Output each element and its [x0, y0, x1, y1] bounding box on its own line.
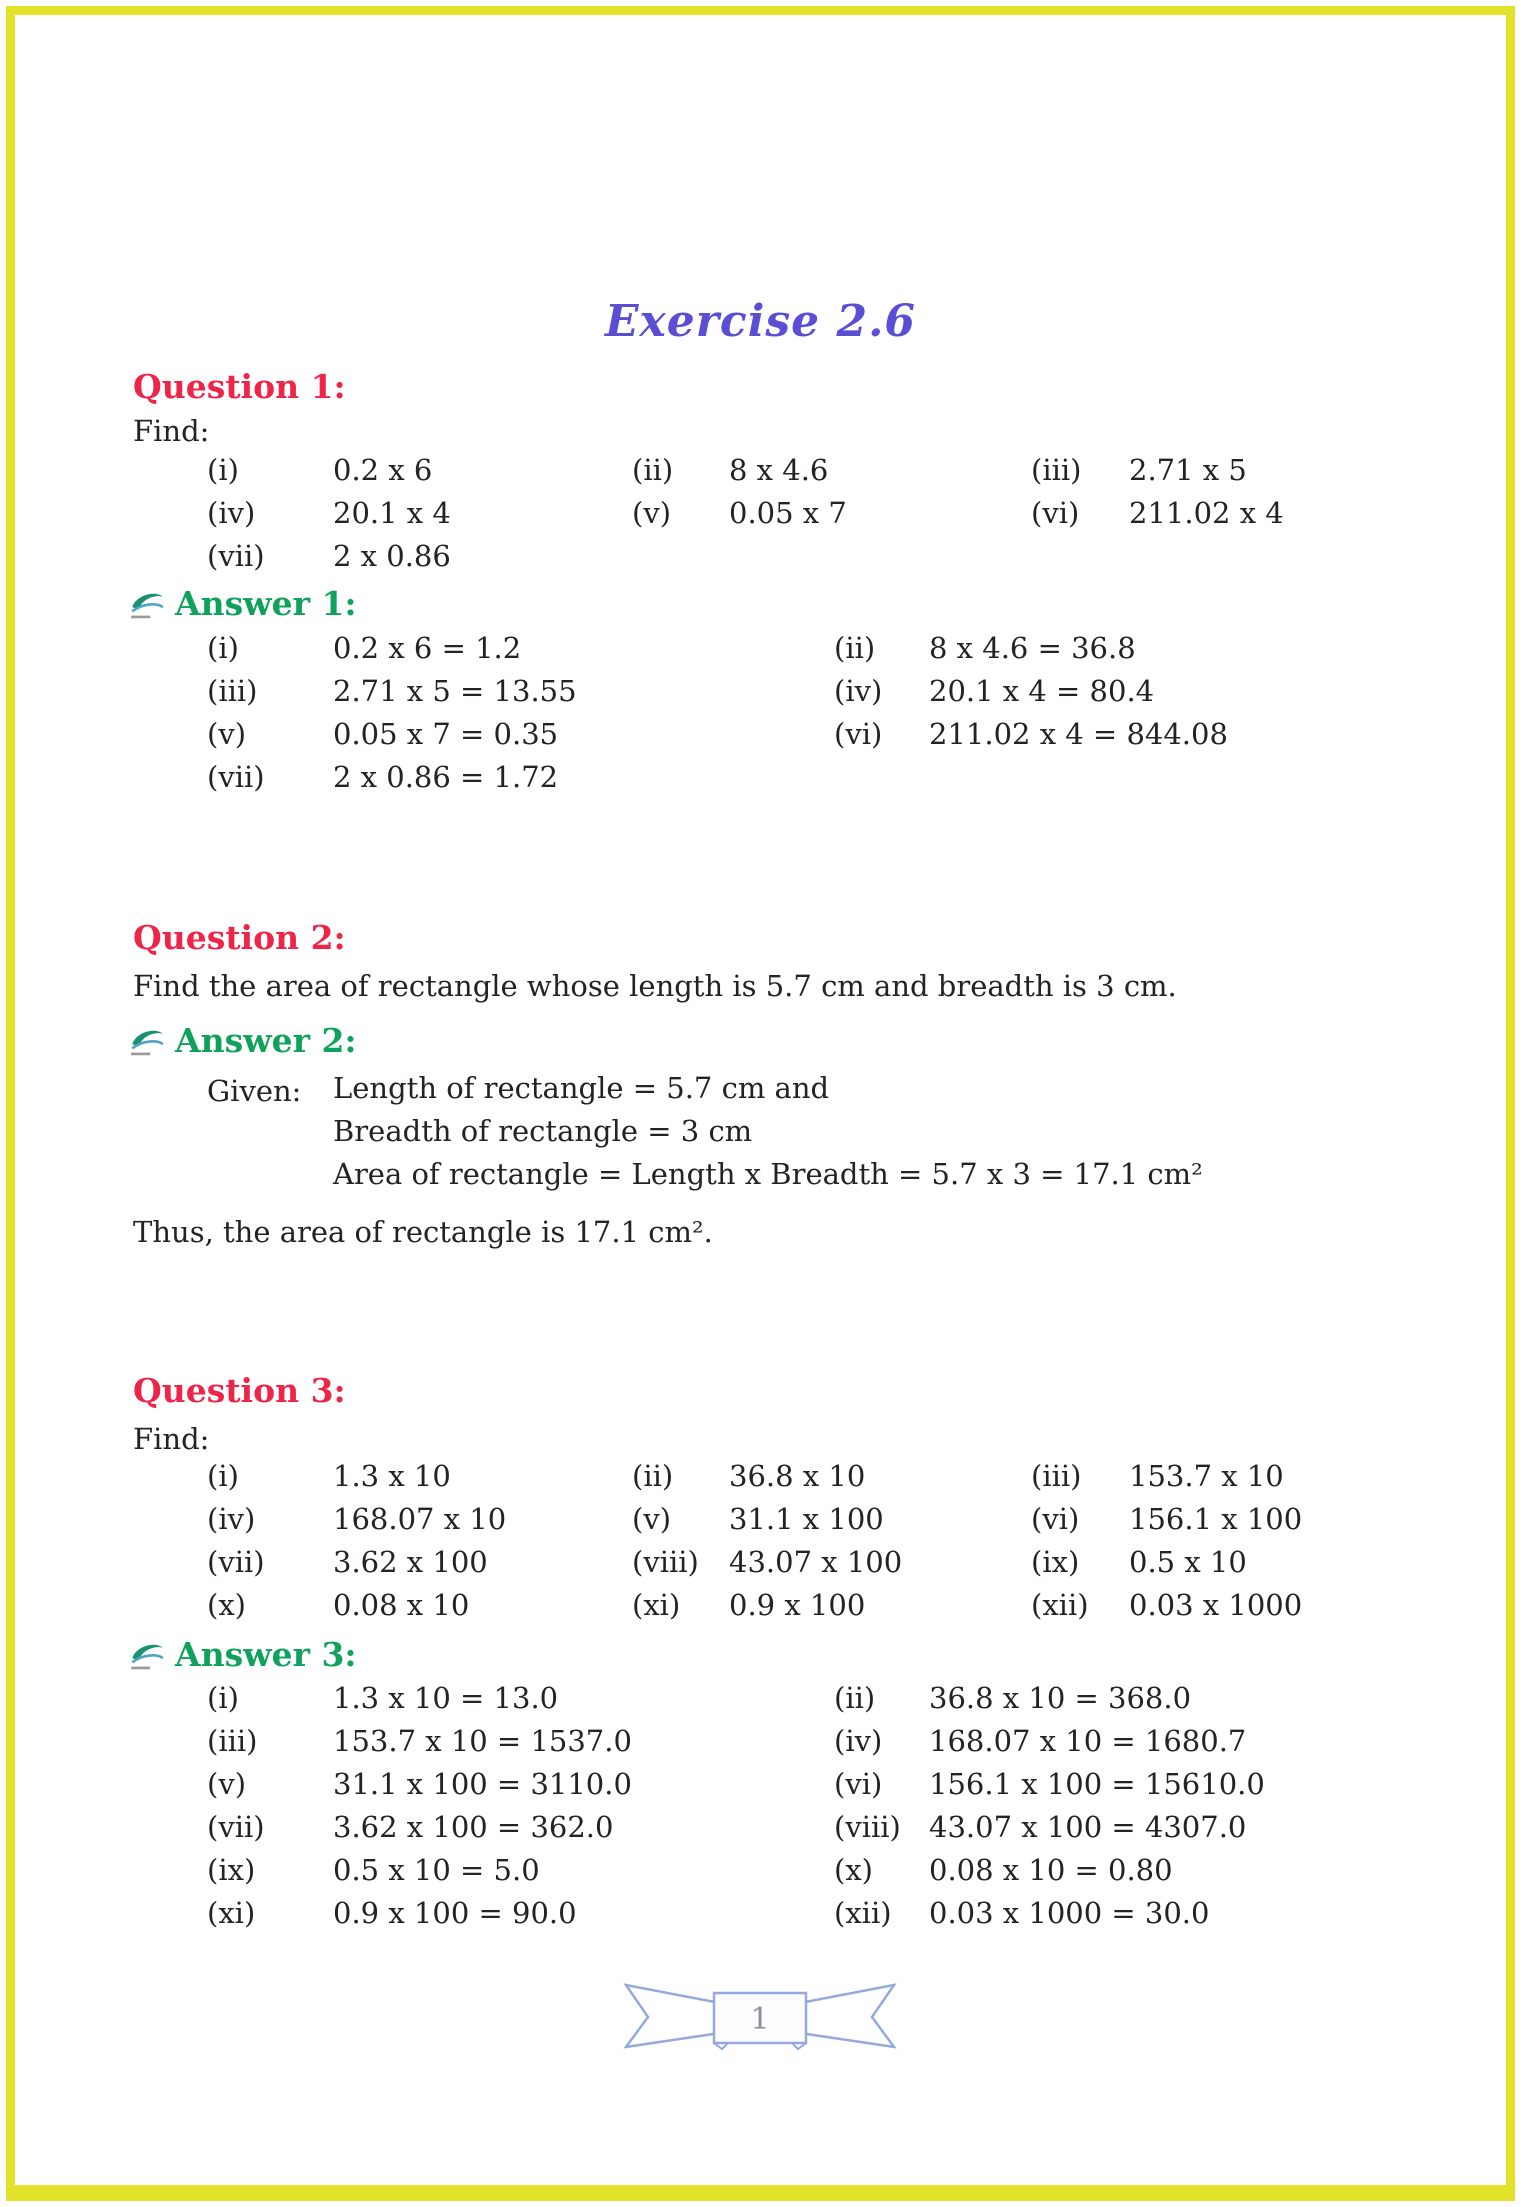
item-label: (vii): [207, 539, 265, 573]
item-label: (iv): [834, 1724, 883, 1758]
item-label: (iii): [207, 1724, 258, 1758]
question-1-heading: Question 1:: [133, 367, 346, 406]
answer-2-heading-label: Answer 2:: [175, 1021, 357, 1060]
item-value: 1.3 x 10 = 13.0: [333, 1681, 559, 1715]
answer-3-items: [207, 1677, 1461, 1935]
question-3-intro: Find:: [133, 1422, 210, 1456]
item-label: (ii): [834, 631, 876, 665]
answer-1-heading: [128, 584, 357, 623]
item-label: (iii): [1031, 453, 1082, 487]
question-2-conclusion: Thus, the area of rectangle is 17.1 cm².: [133, 1215, 713, 1249]
item-value: 0.03 x 1000: [1129, 1588, 1303, 1622]
given-label: Given:: [207, 1074, 302, 1108]
item-label: (vi): [834, 1767, 883, 1801]
item-value: 168.07 x 10: [333, 1502, 507, 1536]
item-value: 0.08 x 10: [333, 1588, 470, 1622]
item-label: (iv): [207, 1502, 256, 1536]
item-label: (iv): [207, 496, 256, 530]
item-label: (x): [207, 1588, 246, 1622]
item-value: 0.9 x 100 = 90.0: [333, 1896, 577, 1930]
item-label: (ii): [632, 453, 674, 487]
item-value: 1.3 x 10: [333, 1459, 451, 1493]
given-line: Area of rectangle = Length x Breadth = 5.7 x 3 = 17.1 cm²: [333, 1157, 1203, 1191]
item-label: (viii): [834, 1810, 901, 1844]
item-value: 211.02 x 4 = 844.08: [929, 717, 1228, 751]
item-label: (v): [632, 1502, 672, 1536]
answer-1-items: [207, 627, 1461, 799]
item-value: 36.8 x 10 = 368.0: [929, 1681, 1192, 1715]
item-label: (v): [207, 717, 247, 751]
item-value: 0.08 x 10 = 0.80: [929, 1853, 1173, 1887]
question-1-items: [207, 449, 1461, 578]
item-value: 43.07 x 100 = 4307.0: [929, 1810, 1247, 1844]
item-value: 0.05 x 7 = 0.35: [333, 717, 559, 751]
item-value: 31.1 x 100: [729, 1502, 884, 1536]
given-lines: [333, 1067, 1203, 1196]
item-label: (vii): [207, 1545, 265, 1579]
item-value: 0.5 x 10 = 5.0: [333, 1853, 540, 1887]
item-value: 0.2 x 6: [333, 453, 433, 487]
question-2-text: Find the area of rectangle whose length is 5.7 cm and breadth is 3 cm.: [133, 969, 1177, 1003]
item-value: 2.71 x 5 = 13.55: [333, 674, 577, 708]
item-value: 3.62 x 100: [333, 1545, 488, 1579]
item-label: (iii): [207, 674, 258, 708]
item-value: 2 x 0.86: [333, 539, 451, 573]
item-label: (i): [207, 631, 239, 665]
item-value: 211.02 x 4: [1129, 496, 1284, 530]
item-label: (xi): [632, 1588, 681, 1622]
item-value: 0.9 x 100: [729, 1588, 866, 1622]
question-3-heading: Question 3:: [133, 1371, 346, 1410]
exercise-title: Exercise 2.6: [604, 296, 917, 347]
question-2-heading: Question 2:: [133, 918, 346, 957]
item-value: 3.62 x 100 = 362.0: [333, 1810, 614, 1844]
item-label: (vi): [834, 717, 883, 751]
item-value: 8 x 4.6: [729, 453, 829, 487]
item-label: (ii): [632, 1459, 674, 1493]
item-value: 0.03 x 1000 = 30.0: [929, 1896, 1210, 1930]
publisher-logo-icon: [128, 1639, 166, 1671]
item-value: 36.8 x 10: [729, 1459, 866, 1493]
question-1-intro: Find:: [133, 414, 210, 448]
item-label: (v): [207, 1767, 247, 1801]
item-value: 156.1 x 100: [1129, 1502, 1303, 1536]
item-label: (i): [207, 453, 239, 487]
item-value: 0.2 x 6 = 1.2: [333, 631, 522, 665]
item-value: 31.1 x 100 = 3110.0: [333, 1767, 632, 1801]
item-value: 20.1 x 4: [333, 496, 451, 530]
item-value: 20.1 x 4 = 80.4: [929, 674, 1155, 708]
answer-2-heading: [128, 1021, 357, 1060]
item-label: (viii): [632, 1545, 699, 1579]
answer-1-heading-label: Answer 1:: [175, 584, 357, 623]
item-label: (xi): [207, 1896, 256, 1930]
item-label: (iii): [1031, 1459, 1082, 1493]
item-value: 2 x 0.86 = 1.72: [333, 760, 559, 794]
given-line: Breadth of rectangle = 3 cm: [333, 1114, 753, 1148]
item-label: (vi): [1031, 1502, 1080, 1536]
item-value: 0.5 x 10: [1129, 1545, 1247, 1579]
page-number: 1: [750, 2001, 770, 2037]
question-3-items: [207, 1455, 1461, 1627]
item-label: (vii): [207, 760, 265, 794]
answer-3-heading: [128, 1635, 357, 1674]
item-value: 153.7 x 10: [1129, 1459, 1284, 1493]
item-value: 156.1 x 100 = 15610.0: [929, 1767, 1265, 1801]
item-label: (vii): [207, 1810, 265, 1844]
item-value: 0.05 x 7: [729, 496, 847, 530]
item-label: (iv): [834, 674, 883, 708]
item-label: (v): [632, 496, 672, 530]
item-label: (i): [207, 1459, 239, 1493]
item-label: (xii): [834, 1896, 892, 1930]
publisher-logo-icon: [128, 588, 166, 620]
item-value: 153.7 x 10 = 1537.0: [333, 1724, 632, 1758]
publisher-logo-icon: [128, 1025, 166, 1057]
item-label: (x): [834, 1853, 873, 1887]
item-label: (ii): [834, 1681, 876, 1715]
item-label: (ix): [1031, 1545, 1080, 1579]
item-label: (ix): [207, 1853, 256, 1887]
item-label: (i): [207, 1681, 239, 1715]
given-line: Length of rectangle = 5.7 cm and: [333, 1071, 830, 1105]
item-value: 2.71 x 5: [1129, 453, 1247, 487]
item-value: 8 x 4.6 = 36.8: [929, 631, 1136, 665]
page-number-banner: [610, 1975, 910, 2059]
item-value: 43.07 x 100: [729, 1545, 903, 1579]
item-label: (xii): [1031, 1588, 1089, 1622]
answer-3-heading-label: Answer 3:: [175, 1635, 357, 1674]
item-label: (vi): [1031, 496, 1080, 530]
item-value: 168.07 x 10 = 1680.7: [929, 1724, 1247, 1758]
